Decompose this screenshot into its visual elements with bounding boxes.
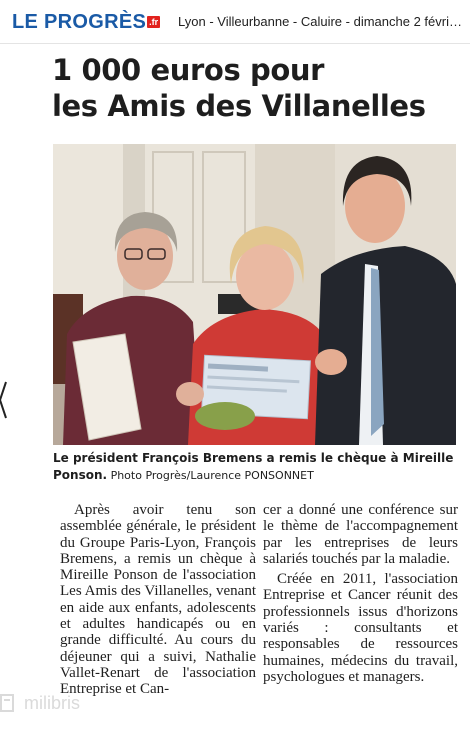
article-photo [53, 144, 456, 445]
photo-credit: Photo Progrès/Laurence PONSONNET [107, 469, 314, 482]
page-header [0, 0, 470, 44]
header-divider [0, 43, 470, 44]
column-2-paragraph-1: cer a donné une conférence sur le thème de l'accompagnement par les entreprises de leurs salariés touchés par la maladie. [263, 502, 458, 567]
photo-caption [53, 450, 458, 484]
headline-line-2: les Amis des Villanelles [52, 89, 426, 123]
watermark-text: milibris [24, 692, 80, 713]
milibris-logo-icon [0, 693, 14, 713]
logo-badge: .fr [149, 17, 159, 27]
edition-dateline: Lyon - Villeurbanne - Caluire - dimanche 2 févri… [178, 14, 462, 29]
le-progres-logo[interactable] [12, 10, 160, 34]
caption-text: Le président François Bremens a remis le chèque à Mireille Ponson. [53, 451, 454, 482]
column-1-paragraph-1: Après avoir tenu son assemblée générale, le président du Groupe Paris-Lyon, François Bremens, a remis un chèque à Mireille Ponson de l'association Les Amis des Villanelles, venant en aide aux enfants, adolescents et adultes handicapés ou en grande difficulté. Au cours du déjeuner qui a suivi, Nathalie Vallet-Renart de l'association Entreprise et Can- [60, 502, 256, 698]
article-headline [52, 52, 462, 124]
column-2-paragraph-2: Créée en 2011, l'association Entreprise et Cancer réunit des professionnels issus d'horizons variés : consultants et responsables de ressources humaines, médecins du travail, psychologues et managers. [263, 571, 458, 685]
photo-illustration [53, 144, 456, 445]
article-column-2 [263, 502, 458, 685]
chevron-left-icon[interactable] [0, 370, 10, 430]
milibris-watermark [0, 688, 170, 718]
article-column-1 [60, 502, 256, 698]
logo-text: LE PROGRÈS [12, 11, 147, 33]
headline-line-1: 1 000 euros pour [52, 53, 325, 87]
